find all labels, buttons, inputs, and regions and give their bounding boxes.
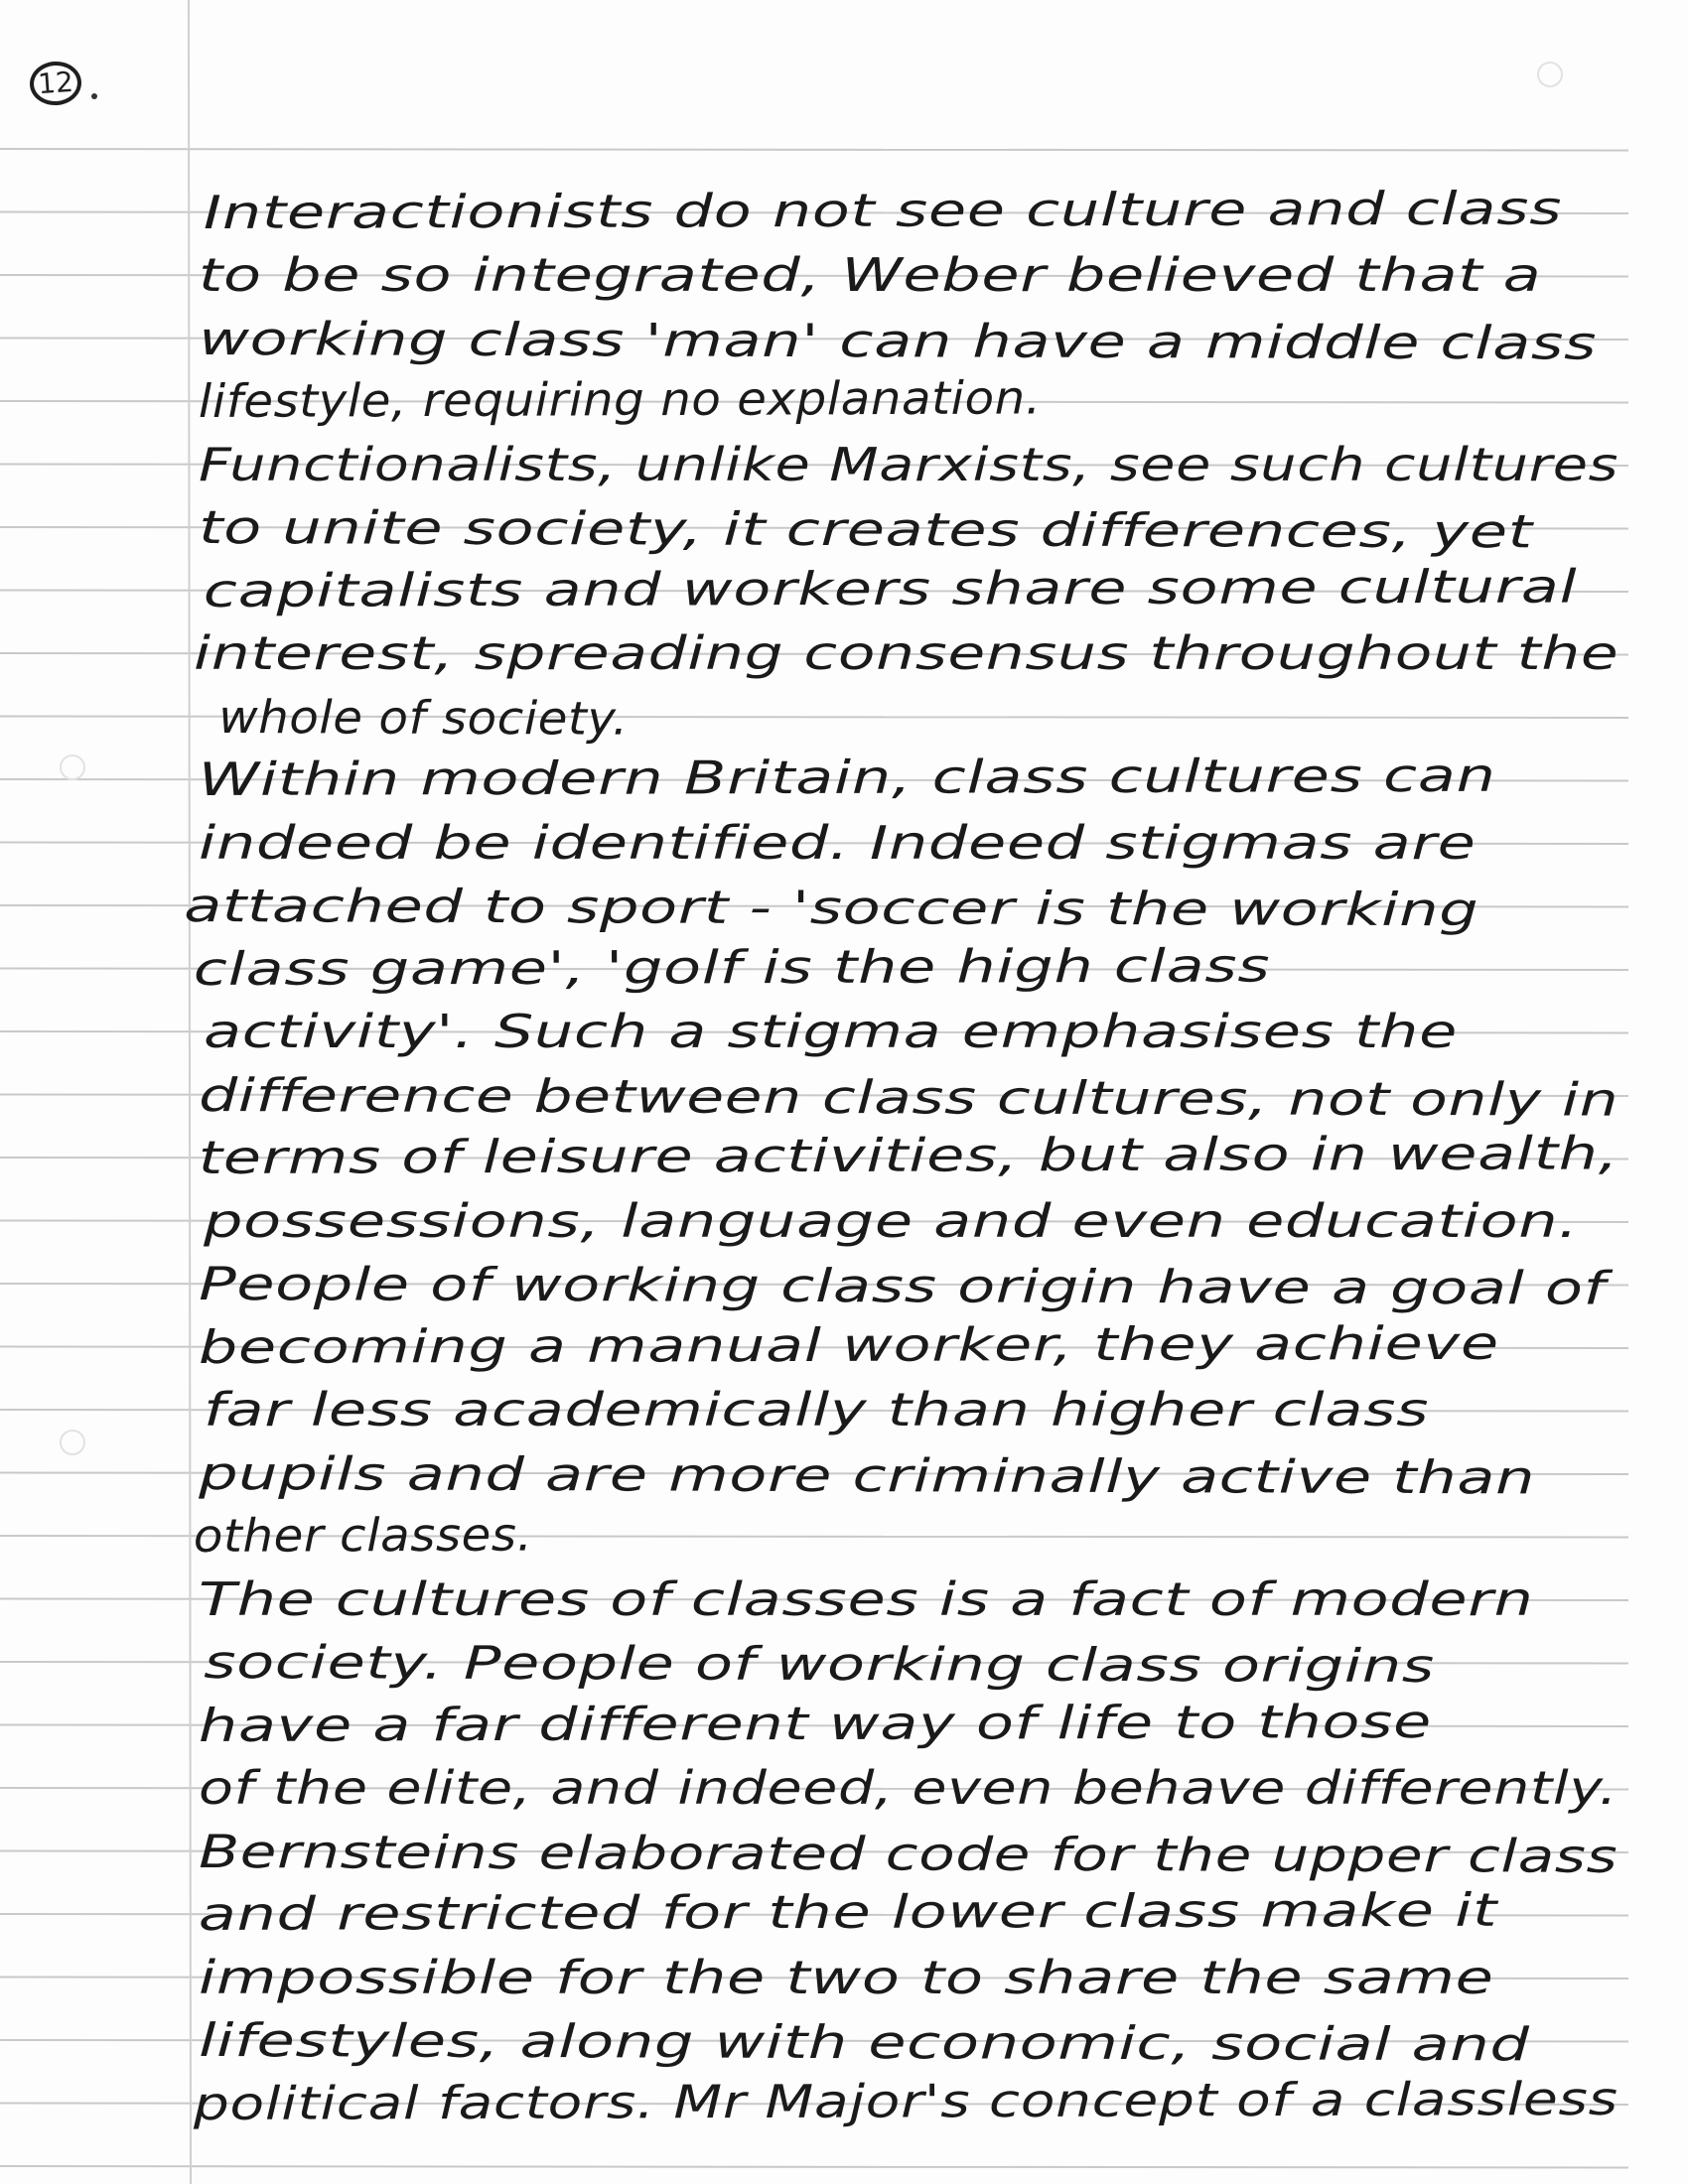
- handwritten-line: lifestyles, along with economic, social and: [199, 2013, 1530, 2072]
- handwritten-line: impossible for the two to share the same: [199, 1950, 1494, 2004]
- handwritten-line: interest, spreading consensus throughout the: [194, 626, 1619, 680]
- handwritten-line: The cultures of classes is a fact of modern: [199, 1571, 1534, 1626]
- handwritten-line: society. People of working class origins: [204, 1635, 1436, 1694]
- handwritten-line: activity'. Such a stigma emphasises the: [204, 1005, 1458, 1058]
- handwritten-line: have a far different way of life to those: [198, 1694, 1433, 1752]
- handwritten-line: People of working class origin have a goal of: [199, 1257, 1607, 1315]
- handwritten-line: working class 'man' can have a middle class: [199, 311, 1598, 370]
- handwritten-line: Functionalists, unlike Marxists, see such cultures: [199, 437, 1619, 491]
- handwritten-line: Within modern Britain, class cultures can: [198, 748, 1496, 806]
- handwritten-line: and restricted for the lower class make it: [198, 1882, 1498, 1941]
- handwritten-line: pupils and are more criminally active than: [199, 1445, 1536, 1504]
- handwritten-line: political factors. Mr Major's concept of a classless: [193, 2071, 1618, 2130]
- page-number: 12: [29, 60, 83, 107]
- handwritten-line: to unite society, it creates differences, yet: [199, 500, 1533, 559]
- handwritten-line: whole of society.: [218, 689, 629, 746]
- handwritten-line: Bernsteins elaborated code for the upper class: [199, 1824, 1618, 1883]
- handwritten-line: becoming a manual worker, they achieve: [198, 1315, 1499, 1374]
- handwritten-line: other classes.: [193, 1507, 533, 1563]
- handwritten-line: lifestyle, requiring no explanation.: [198, 370, 1042, 429]
- handwritten-line: far less academically than higher class: [204, 1383, 1430, 1436]
- handwritten-line: of the elite, and indeed, even behave differently.: [199, 1761, 1618, 1815]
- handwritten-line: attached to sport - 'soccer is the working: [184, 879, 1479, 937]
- handwritten-line: indeed be identified. Indeed stigmas are: [199, 815, 1477, 870]
- handwritten-line: to be so integrated, Weber believed that a: [199, 248, 1542, 302]
- handwritten-line: difference between class cultures, not only in: [199, 1067, 1619, 1127]
- handwritten-line: class game', 'golf is the high class: [193, 937, 1271, 996]
- handwritten-line: capitalists and workers share some cultural: [203, 559, 1578, 617]
- handwritten-line: possessions, language and even education.: [204, 1193, 1579, 1248]
- handwritten-line: Interactionists do not see culture and class: [203, 181, 1563, 239]
- handwritten-line: terms of leisure activities, but also in wealth,: [198, 1126, 1619, 1184]
